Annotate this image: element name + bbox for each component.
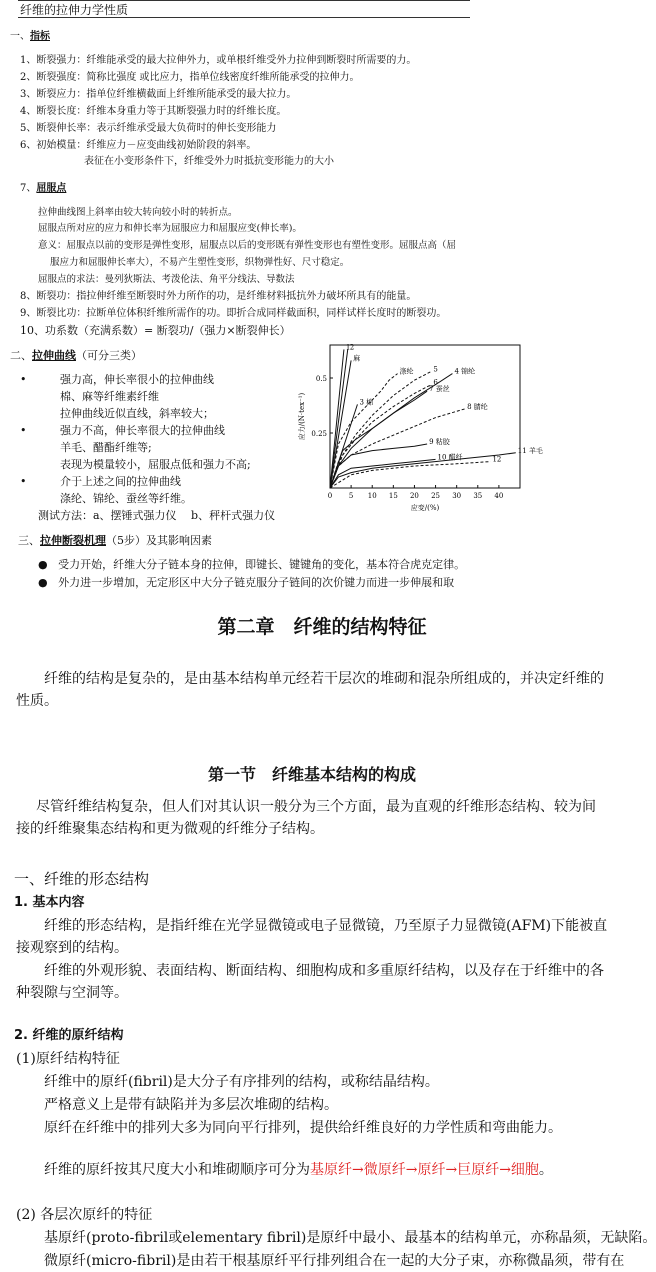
test-method: 测试方法：a、摆锤式强力仪 b、秤杆式强力仪: [38, 509, 276, 522]
x-axis-label: 应变/(%): [410, 504, 440, 512]
series-label: 2: [349, 343, 355, 352]
series-label: 麻: [353, 354, 361, 363]
chapter-title: 第二章 纤维的结构特征: [217, 616, 427, 638]
curve-type-3-line-2: 涤纶、锦纶、蚕丝等纤维。: [60, 492, 192, 505]
curve-type-2-line-1: 强力不高，伸长率很大的拉伸曲线: [60, 424, 225, 437]
x-tick-label: 30: [452, 492, 462, 500]
curve-type-2-line-2: 羊毛、醋酯纤维等;: [60, 441, 152, 454]
x-tick-label: 35: [473, 492, 483, 500]
fibril-line-2: 严格意义上是带有缺陷并为多层次堆砌的结构。: [44, 1097, 338, 1113]
item-8: 8、断裂功：指拉伸纤维至断裂时外力所作的功，是纤维材料抵抗外力破坏所具有的能量。: [20, 291, 417, 302]
fibril-hierarchy: 纤维的原纤按其尺度大小和堆砌顺序可分为基原纤→微原纤→原纤→巨原纤→细胞。: [44, 1162, 553, 1178]
item-5: 5、断裂伸长率：表示纤维承受最大负荷时的伸长变形能力: [20, 123, 277, 134]
curve-type-2-line-3: 表现为模量较小，屈服点低和强力不高;: [60, 458, 251, 471]
curve-type-1-line-2: 棉、麻等纤维素纤维: [60, 390, 159, 403]
series-label: 1: [345, 343, 351, 352]
series-label: 12: [492, 455, 502, 464]
section-title: 第一节 纤维基本结构的构成: [207, 765, 416, 784]
morph-sub1: 1. 基本内容: [14, 895, 85, 910]
morph-p1: 纤维的形态结构，是指纤维在光学显微镜或电子显微镜，乃至原子力显微镜(AFM)下能被直接观察到的结构。: [16, 918, 608, 956]
morph-sub2b: (2) 各层次原纤的特征: [16, 1207, 153, 1223]
header-top-rule: [18, 0, 470, 1]
series-label: 7 蚕丝: [429, 385, 450, 394]
x-tick-label: 40: [494, 492, 504, 500]
series-label: 8 腈纶: [467, 402, 488, 411]
item-4: 4、断裂长度：纤维本身重力等于其断裂强力时的纤维长度。: [20, 106, 287, 117]
bullet-group-3: •: [20, 475, 27, 488]
morph-sub2: 2. 纤维的原纤结构: [14, 1028, 124, 1043]
y-tick-label: 0.5: [315, 375, 327, 383]
series-label: 10 醋纤: [437, 453, 463, 462]
fibril-hierarchy-chain: 基原纤→微原纤→原纤→巨原纤→细胞: [310, 1162, 539, 1178]
yield-line-1: 拉伸曲线图上斜率由较大转向较小时的转折点。: [38, 207, 238, 218]
plot-frame: [330, 345, 520, 488]
series-label: 9 粘胶: [429, 438, 450, 446]
series-label: 11 羊毛: [517, 446, 543, 455]
fibril-line-5: 基原纤(proto-fibril或elementary fibril)是原纤中最小、最基本的结构单元，亦称晶须，无缺陷。: [44, 1230, 656, 1246]
series-line: [330, 371, 431, 488]
stress-strain-chart: [290, 340, 543, 515]
fibril-line-1: 纤维中的原纤(fibril)是大分子有序排列的结构，或称结晶结构。: [44, 1074, 439, 1090]
x-tick-label: 5: [348, 492, 354, 500]
y-tick-label: 0.25: [311, 430, 327, 438]
item-10: 10、功系数（充满系数）= 断裂功/（强力×断裂伸长）: [20, 324, 291, 337]
bullet-group-1: •: [20, 373, 27, 386]
section1-heading: 一、指标: [10, 31, 50, 42]
yield-line-5: 屈服点的求法：曼列狄斯法、考泼伦法、角平分线法、导数法: [38, 274, 295, 285]
mechanism-bullet-1: ● 受力开始，纤维大分子链本身的拉伸，即键长、键键角的变化，基本符合虎克定律。: [38, 558, 466, 571]
x-tick-label: 25: [431, 492, 441, 500]
yield-heading: 7、屈服点: [20, 183, 67, 194]
series-line: [330, 391, 427, 488]
x-tick-label: 20: [409, 492, 419, 500]
item-2: 2、断裂强度：简称比强度 或比应力，指单位线密度纤维所能承受的拉伸力。: [20, 72, 360, 83]
yield-line-4: 服应力和屈服伸长率大），不易产生塑性变形，织物弹性好、尺寸稳定。: [50, 257, 350, 268]
y-axis-label: 应力/(N·tex⁻¹): [298, 392, 306, 441]
curve-type-3-line-1: 介于上述之间的拉伸曲线: [60, 475, 181, 488]
bullet-group-2: •: [20, 424, 27, 437]
fibril-line-6: 微原纤(micro-fibril)是由若干根基原纤平行排列组合在一起的大分子束，亦称微晶须，带有在: [44, 1253, 625, 1269]
item-9: 9、断裂比功：拉断单位体积纤维所需作的功。即折合成同样截面积，同样试样长度时的断裂功。: [20, 308, 447, 319]
series-label: 4 锦纶: [454, 367, 476, 376]
header-bottom-rule: [18, 17, 470, 18]
x-tick-label: 0: [327, 492, 333, 500]
x-tick-label: 10: [367, 492, 377, 500]
item-1: 1、断裂强力：纤维能承受的最大拉伸外力，或单根纤维受外力拉伸到断裂时所需要的力。: [20, 55, 417, 66]
morph-p2: 纤维的外观形貌、表面结构、断面结构、细胞构成和多重原纤结构，以及存在于纤维中的各种裂隙与空洞等。: [16, 963, 604, 1001]
x-tick-label: 15: [388, 492, 398, 500]
series-line: [330, 385, 431, 488]
series-label: 5: [433, 365, 438, 374]
series-line: [330, 462, 490, 488]
series-label: 6: [433, 378, 438, 387]
morph-sub2a: (1)原纤结构特征: [16, 1051, 120, 1067]
bullet-dot: ●: [38, 558, 48, 571]
curve-type-1-line-3: 拉伸曲线近似直线，斜率较大；: [60, 407, 214, 420]
item-3: 3、断裂应力：指单位纤维横截面上纤维所能承受的最大拉力。: [20, 89, 297, 100]
section2-heading: 二、拉伸曲线（可分三类）: [10, 349, 142, 362]
section3-heading: 三、拉伸断裂机理（5步）及其影响因素: [18, 534, 212, 547]
chapter-intro: 纤维的结构是复杂的，是由基本结构单元经若干层次的堆砌和混杂所组成的，并决定纤维的性质。: [16, 671, 604, 709]
series-label: 3 棉: [359, 398, 374, 407]
modulus-note: 表征在小变形条件下，纤维受外力时抵抗变形能力的大小: [84, 156, 334, 167]
item-6: 6、初始模量：纤维应力－应变曲线初始阶段的斜率。: [20, 140, 257, 151]
curve-type-1-line-1: 强力高，伸长率很小的拉伸曲线: [60, 373, 214, 386]
morph-heading: 一、纤维的形态结构: [14, 870, 150, 888]
series-line: [330, 349, 348, 488]
mechanism-bullet-2: ● 外力进一步增加，无定形区中大分子链克服分子链间的次价键力而进一步伸展和取: [38, 576, 455, 589]
fibril-line-3: 原纤在纤维中的排列大多为同向平行排列，提供给纤维良好的力学性质和弯曲能力。: [44, 1120, 562, 1136]
series-line: [330, 453, 516, 488]
yield-line-2: 屈服点所对应的应力和伸长率为屈服应力和屈服应变(伸长率)。: [38, 223, 302, 234]
yield-line-3: 意义：屈服点以前的变形是弹性变形，屈服点以后的变形既有弹性变形也有塑性变形。屈服点高（屈: [38, 240, 457, 251]
bullet-dot: ●: [38, 576, 48, 589]
series-label: 涤纶: [399, 367, 414, 376]
section-intro: 尽管纤维结构复杂，但人们对其认识一般分为三个方面，最为直观的纤维形态结构、较为间接的纤维聚集态结构和更为微观的纤维分子结构。: [16, 799, 596, 837]
doc-header-title: 纤维的拉伸力学性质: [20, 3, 129, 17]
